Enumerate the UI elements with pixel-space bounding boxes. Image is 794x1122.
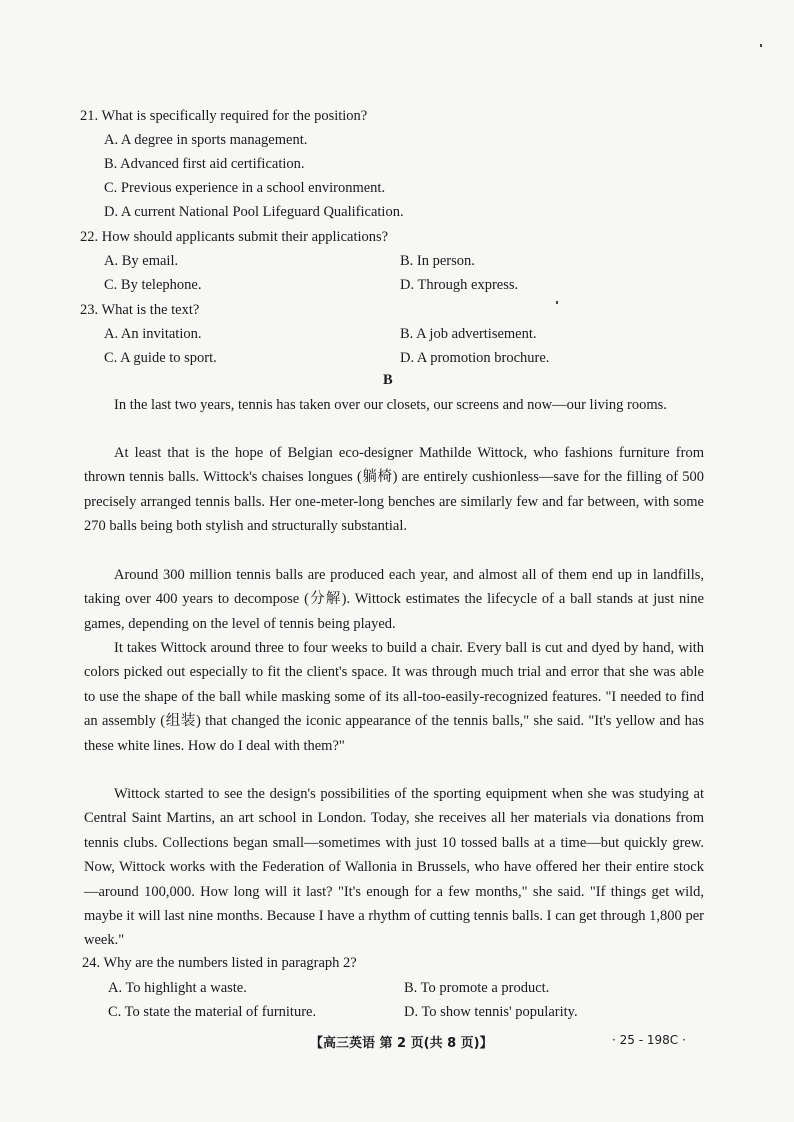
question-24-option-b: B. To promote a product. [404, 980, 550, 996]
question-22-option-b: B. In person. [400, 253, 475, 269]
question-22-stem: 22. How should applicants submit their applications? [80, 229, 389, 245]
question-21-option-d: D. A current National Pool Lifeguard Qualification. [104, 204, 404, 220]
passage-paragraph-4: It takes Wittock around three to four weeks to build a chair. Every ball is cut and dyed by hand, with colors picked out especially to fit the client's space. It was through much trial and error that she was able to use the shape of the ball while masking some of its all-too-easily-recognized features. "I needed to find an assembly (组装) that changed the iconic appearance of the tennis balls," she said. "It's yellow and has these white lines. How do I deal with them?" [84, 640, 704, 754]
scan-speck [556, 301, 558, 304]
question-21-option-c: C. Previous experience in a school environment. [104, 180, 386, 196]
question-23-stem: 23. What is the text? [80, 302, 200, 318]
section-label: B [383, 372, 393, 388]
passage-paragraph-1: In the last two years, tennis has taken over our closets, our screens and now—our living rooms. [114, 397, 667, 413]
question-22-option-d: D. Through express. [400, 277, 519, 293]
question-23-option-d: D. A promotion brochure. [400, 350, 550, 366]
question-24-option-a: A. To highlight a waste. [108, 980, 247, 996]
question-22-option-c: C. By telephone. [104, 277, 202, 293]
question-24-option-d: D. To show tennis' popularity. [404, 1004, 578, 1020]
question-24-stem: 24. Why are the numbers listed in paragraph 2? [82, 955, 357, 971]
page-footer-code: · 25 - 198C · [612, 1033, 686, 1047]
question-23-option-c: C. A guide to sport. [104, 350, 217, 366]
question-21-option-b: B. Advanced first aid certification. [104, 156, 305, 172]
question-22-option-a: A. By email. [104, 253, 179, 269]
question-21-stem: 21. What is specifically required for the position? [80, 108, 368, 124]
scan-speck [760, 44, 762, 47]
passage-paragraph-3: Around 300 million tennis balls are produced each year, and almost all of them end up in landfills, taking over 400 years to decompose (分解). Wittock estimates the lifecycle of a ball stands at just nine games, depending on the level of tennis being played. [84, 567, 704, 632]
question-24-option-c: C. To state the material of furniture. [108, 1004, 317, 1020]
passage-paragraph-5: Wittock started to see the design's possibilities of the sporting equipment when she was studying at Central Saint Martins, an art school in London. Today, she receives all her materials via donations from tennis clubs. Collections began small—sometimes with just 10 tossed balls at a time—but quickly grew. Now, Wittock works with the Federation of Wallonia in Brussels, who have offered her their entire stock—around 100,000. How long will it last? "It's enough for a few months," she said. "If things get wild, maybe it will last nine months. Because I have a rhythm of cutting tennis balls. I can get through 1,800 per week." [84, 786, 704, 949]
page-footer-title: 【高三英语 第 2 页(共 8 页)】 [310, 1036, 493, 1051]
question-23-option-b: B. A job advertisement. [400, 326, 537, 342]
question-23-option-a: A. An invitation. [104, 326, 202, 342]
passage-paragraph-2: At least that is the hope of Belgian eco-designer Mathilde Wittock, who fashions furniture from thrown tennis balls. Wittock's chaises longues (躺椅) are entirely cushionless—save for the filling of 500 precisely arranged tennis balls. Her one-meter-long benches are similarly few and far between, with some 270 balls being both stylish and structurally substantial. [84, 445, 704, 535]
question-21-option-a: A. A degree in sports management. [104, 132, 308, 148]
